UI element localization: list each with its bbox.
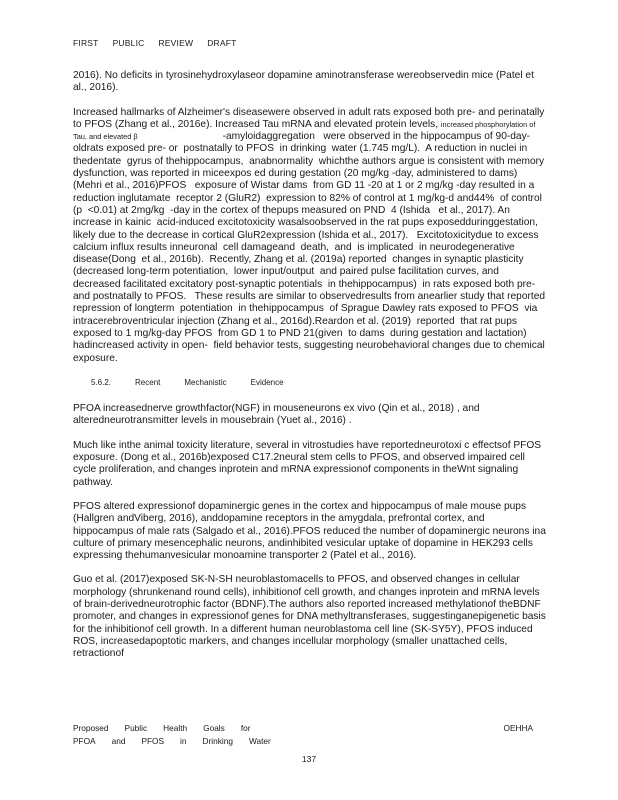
- header-word: FIRST: [73, 38, 99, 48]
- footer-line-1: [73, 722, 547, 735]
- footer-word: Proposed: [73, 723, 109, 733]
- footer-word: Water: [248, 736, 271, 746]
- footer-word: Goals: [203, 723, 225, 733]
- paragraph: PFOS altered expressionof dopaminergic genes in the cortex and hippocampus of male mouse pups (Hallgren andViberg, 2016), anddopamine receptors in the amygdala, prefrontal cortex, and hippocampus of male rats (Salgado et al., 2016).PFOS reduced the number of dopaminergic neurons ina culture of primary mesencephalic neurons, andinhibited vesicular uptake of dopamine in HEK293 cells expressing thehumanvesicular monoamine transporter 2 (Patel et al., 2016).: [73, 500, 546, 562]
- section-word: Evidence: [250, 377, 284, 387]
- footer-word: Drinking: [202, 736, 233, 746]
- footer-word: in: [180, 736, 187, 746]
- body-text: [73, 70, 550, 672]
- section-word: Mechanistic: [184, 377, 227, 387]
- section-word: Recent: [135, 377, 161, 387]
- paragraph: Much like inthe animal toxicity literature, several in vitrostudies have reportedneurotoxi c effectsof PFOS exposure. (Dong et al., 2016b)exposed C17.2neural stem cells to PFOS, and observed impaired cell cycle proliferation, and changes inprotein and mRNA expressionof components in theWnt signaling pathway.: [73, 439, 542, 488]
- page-footer: [73, 722, 547, 748]
- header-word: REVIEW: [158, 38, 194, 48]
- paragraph-text: Increased hallmarks of Alzheimer's diseasewere observed in adult rats exposed both pre- and perinatally to PFOS (Zhang et al., 2016e). Increased Tau mRNA and elevated protein levels,: [73, 106, 545, 130]
- footer-word: PFOA: [73, 736, 96, 746]
- section-number: 5.6.2.: [91, 377, 112, 387]
- draft-header: [73, 38, 251, 48]
- paragraph: PFOA increasednerve growthfactor(NGF) in mouseneurons ex vivo (Qin et al., 2018) , and alteredneurotransmitter levels in mousebrain (Yuet al., 2016) .: [73, 403, 480, 427]
- footer-word: for: [240, 723, 251, 733]
- paragraph: 2016). No deficits in tyrosinehydroxylaseor dopamine aminotransferase wereobservedin mice (Patel et al., 2016).: [73, 70, 534, 94]
- footer-word: and: [111, 736, 126, 746]
- paragraph: Guo et al. (2017)exposed SK-N-SH neuroblastomacells to PFOS, and observed changes in cellular morphology (shrunkenand round cells), inhibitionof cell growth, and changes inprotein and mRNA levels of brain-derivedneurotrophic factor (BDNF).The authors also reported increased methylationof theBDNF promoter, and changes in expressionof genes for DNA methyltransferases, suggestinganepigenetic basis for the inhibitionof cell growth. In a different human neuroblastoma cell line (SK-SY5Y), PFOS induced ROS, increasedapoptotic markers, and changes incellular morphology (smaller unattached cells, retractionof: [73, 574, 546, 660]
- footer-line-2: [73, 735, 547, 748]
- section-heading: [91, 377, 547, 389]
- header-word: DRAFT: [207, 38, 237, 48]
- paragraph-text: -amyloidaggregation were observed in the hippocampus of 90-day-oldrats exposed pre- or postnatally to PFOS in drinking water (1.745 mg/L). A reduction in nuclei in thedentate gyrus of thehippocampus, anabnormality whichthe authors argue is consistent with memory dysfunction, was reported in miceexpos ed during gestation (20 mg/kg -day, administered to dams) (Mehri et al., 2016)PFOS exposure of Wistar dams from GD 11 -20 at 1 or 2 mg/kg -day resulted in a reduction inglutamate receptor 2 (GluR2) expression to 82% of control at 1 mg/kg-d and44% of control (p <0.01) at 2mg/kg -day in the cortex of thepups measured on PND 4 (Ishida et al., 2017). An increase in kainic acid-induced excitotoxicity wasalsoobserved in the rat pups exposedduringgestation, likely due to the decrease in cortical GluR2expression (Ishida et al., 2017). Excitotoxicitydue to excess calcium influx results inneuronal cell damageand death, and is implicated in neurodegenerative disease(Dong et al., 2016b). Recently, Zhang et al. (2019a) reported changes in synaptic plasticity (decreased long-term potentiation, lower input/output and paired pulse facilitation curves, and decreased facilitated excitatory post-synaptic potentials in thehippocampus) in rats exposed both pre- and postnatally to PFOS. These results are similar to observedresults from anearlier study that reported repression of longterm potentiation in thehippocampus of Sprague Dawley rats exposed to PFOS via intracerebroventricular injection (Zhang et al., 2016d).Reardon et al. (2019) reported that rat pups exposed to 1 mg/kg-day PFOS from GD 1 to PND 21(given to dams during gestation and lactation) hadincreased activity in open- field behavior tests, suggesting neurobehavioral changes due to chemical exposure.: [73, 131, 550, 364]
- footer-word: Public: [124, 723, 148, 733]
- page-number: 137: [301, 754, 317, 764]
- paragraph-small-text: increased phosphorylation of Tau, and elevated β: [73, 119, 536, 142]
- footer-agency: OEHHA: [503, 723, 533, 733]
- footer-word: PFOS: [141, 736, 165, 746]
- paragraph-alzheimers: [73, 106, 550, 365]
- header-word: PUBLIC: [112, 38, 145, 48]
- footer-word: Health: [163, 723, 188, 733]
